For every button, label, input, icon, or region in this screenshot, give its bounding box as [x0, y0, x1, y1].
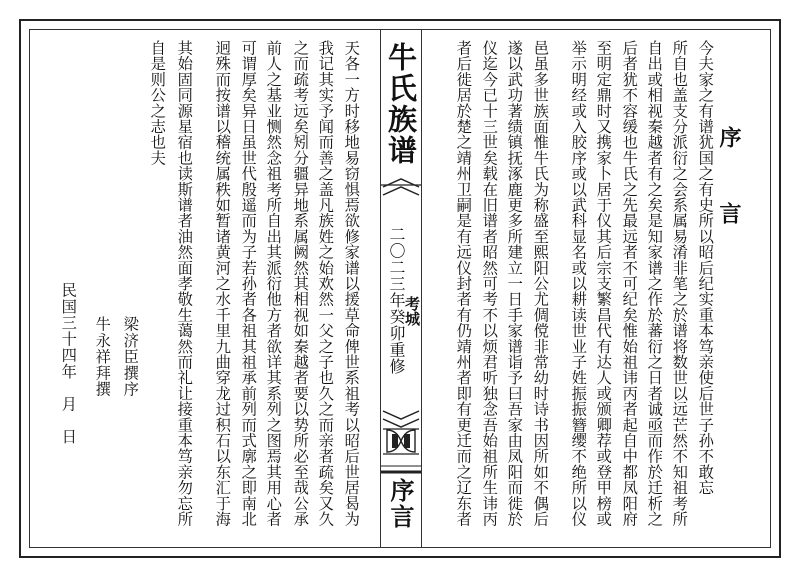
fish-tail-ornament-icon: [381, 426, 421, 456]
preface-column: 前人之基业恻然念祖考所自出其派衍他方者欲详其系列之图焉其用心者: [264, 40, 283, 527]
preface-column: 我记其实予闻而善之盖凡族姓之始欢然一父之子也久之而亲者疏矣又久: [316, 40, 335, 527]
preface-column: 后者犹不容缓也牛氏之先最远者不可纪矣惟始祖讳丙者起自中都凤阳府: [620, 40, 639, 527]
book-title: 牛氏族谱: [384, 42, 418, 166]
preface-date: 民国三十四年 月 日: [59, 282, 78, 445]
preface-column: 今夫家之有谱犹国之有史所以昭后纪实重本笃亲使后世子孙不敢忘: [696, 40, 715, 496]
preface-column: 自是则公之志也夫: [148, 40, 167, 166]
preface-author: 梁济臣撰序: [121, 316, 140, 398]
preface-column: 天各一方时移地易窃惧焉欲修家谱以援草命俾世系祖考以昭后世居曷为: [342, 40, 361, 527]
preface-column: 其始固同源星宿也读斯谱者油然面孝敬生蔼然而礼让接重本笃亲勿忘所: [175, 40, 194, 527]
preface-column: 者后徙居於楚之靖州卫嗣是有远仪封者有仍靖州者即有更迁而之辽东者: [454, 40, 473, 527]
preface-column: 之而疏考远矣矧分疆异地系属阙然其相视如秦越者要以势所必至哉公承: [291, 40, 310, 527]
place-name: 考城: [403, 296, 421, 326]
preface-column: 可谓厚矣异日虽世代殷遥而为子若孙者各祖其祖承前列而式廓之即南北: [239, 40, 258, 527]
preface-compiler: 牛永祥拜撰: [93, 316, 112, 398]
preface-column: 举示明经或入胶序或以武科显名或以耕读世业子姓振振簪缨不绝所以仪: [569, 40, 588, 527]
preface-column: 遂以武功著绩镇抚涿鹿更多所建立一日手家谱诣予曰吾家由凤阳而徙於: [505, 40, 524, 527]
section-title: 序言: [386, 478, 415, 530]
preface-column: 邑虽多世族面惟牛氏为称盛至熙阳公尤倜傥非常幼时诗书因所如不偶后: [531, 40, 550, 527]
preface-column: 至明定鼎时又携家卜居于仪其后宗支繁昌代有达人或颁卿荐或登甲榜或: [594, 40, 613, 527]
preface-column: 自出或相视秦越者有之矣是知家谱之作於蕃衍之日者诚亟而作於迁析之: [645, 40, 664, 527]
preface-column: 仪迄今已十三世矣载在旧谱者昭然可考不以烦君听独念吾始祖所生讳丙: [480, 40, 499, 527]
preface-heading: 序 言: [716, 126, 742, 238]
revision-year: 二〇二三年癸卯重修: [387, 226, 406, 375]
preface-column: 迥殊而按谱以稽统属秩如暂诸黄河之水千里九曲穿龙过积石以东汇于海: [213, 40, 232, 527]
preface-column: 所自也盖支分派衍之会系属易淆非笔之於谱将数世以远芒然不知祖考所: [670, 40, 689, 527]
